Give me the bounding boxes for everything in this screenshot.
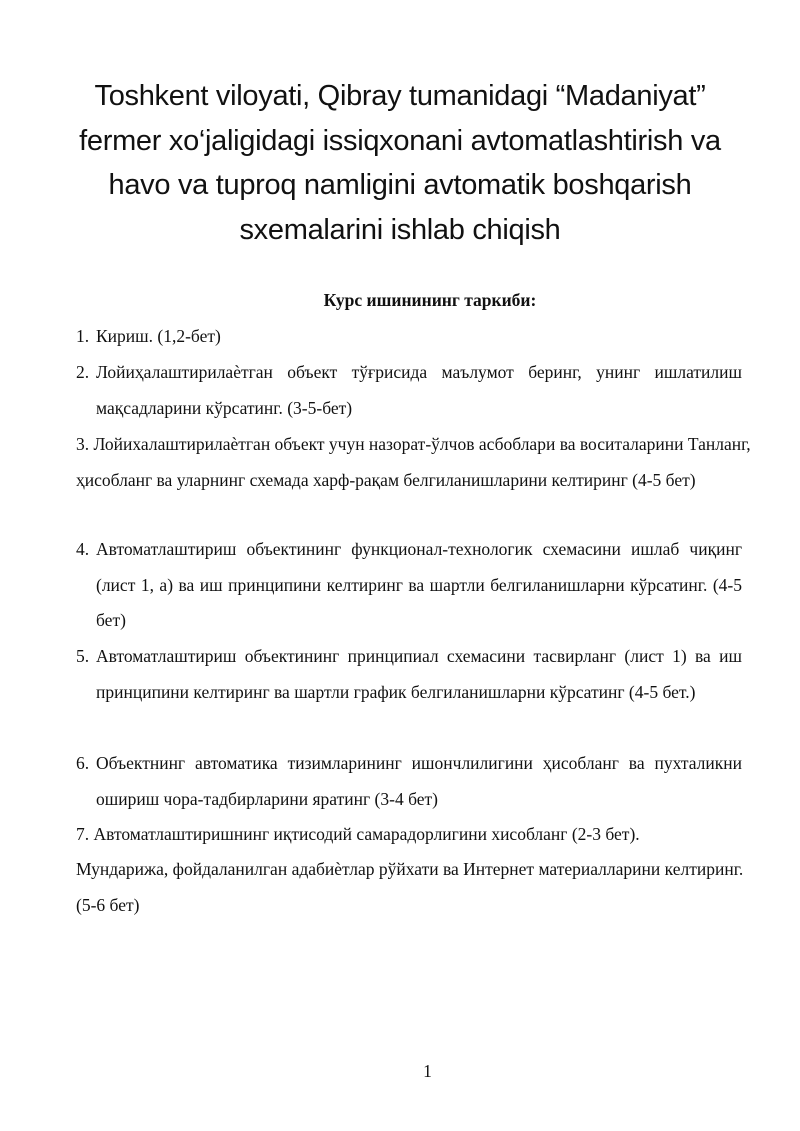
item-text: Мундарижа, фойдаланилган адабиѐтлар рўйхати ва Интернет материалларини келтиринг. (5-6 бет) xyxy=(76,859,744,915)
contents-item-1 xyxy=(76,319,742,355)
item-text: Автоматлаштириш объектининг функционал-технологик схемасини ишлаб чиқинг (лист 1, а) ва иш принципини келтиринг ва шартли белгиланишларни кўрсатинг. (4-5 бет) xyxy=(96,539,742,630)
item-text: Лойиҳалаштирилаѐтган объект тўғрисида маълумот беринг, унинг ишлатилиш мақсадларини кўрсатинг. (3-5-бет) xyxy=(96,362,742,418)
contents-item-8 xyxy=(76,852,756,923)
item-text: 7. Автоматлаштиришнинг иқтисодий самарадорлигини хисобланг (2-3 бет). xyxy=(76,824,640,844)
item-number: 6. xyxy=(76,753,90,773)
item-text: 3. Лойихалаштирилаѐтган объект учун назорат-ўлчов асбоблари ва воситаларини Танланг, ҳисобланг ва уларнинг схемада харф-рақам белгиланишларини келтиринг (4-5 бет) xyxy=(76,434,751,490)
item-text: Автоматлаштириш объектининг принципиал схемасини тасвирланг (лист 1) ва иш принципини келтиринг ва шартли график белгиланишларни кўрсатинг (4-5 бет.) xyxy=(96,646,742,702)
item-number: 1. xyxy=(76,326,90,346)
item-number: 4. xyxy=(76,539,90,559)
contents-item-2 xyxy=(76,355,742,426)
contents-heading: Курс ишинининг таркиби: xyxy=(323,290,537,310)
item-text: Объектнинг автоматика тизимларининг ишончлилигини ҳисобланг ва пухталикни ошириш чора-тадбирларини яратинг (3-4 бет) xyxy=(96,753,742,809)
contents-item-7 xyxy=(76,817,756,853)
item-number: 2. xyxy=(76,362,90,382)
item-number: 5. xyxy=(76,646,90,666)
contents-item-3 xyxy=(76,427,756,498)
contents-item-6 xyxy=(76,746,742,817)
page-number: 1 xyxy=(423,1061,432,1081)
contents-item-4 xyxy=(76,532,742,639)
document-title: Toshkent viloyati, Qibray tumanidagi “Madaniyat” fermer xo‘jaligidagi issiqxonani avtomatlashtirish va havo va tuproq namligini avtomatik boshqarish sxemalarini ishlab chiqish xyxy=(79,80,721,246)
item-text: Кириш. (1,2-бет) xyxy=(96,326,221,346)
contents-item-5 xyxy=(76,639,742,710)
